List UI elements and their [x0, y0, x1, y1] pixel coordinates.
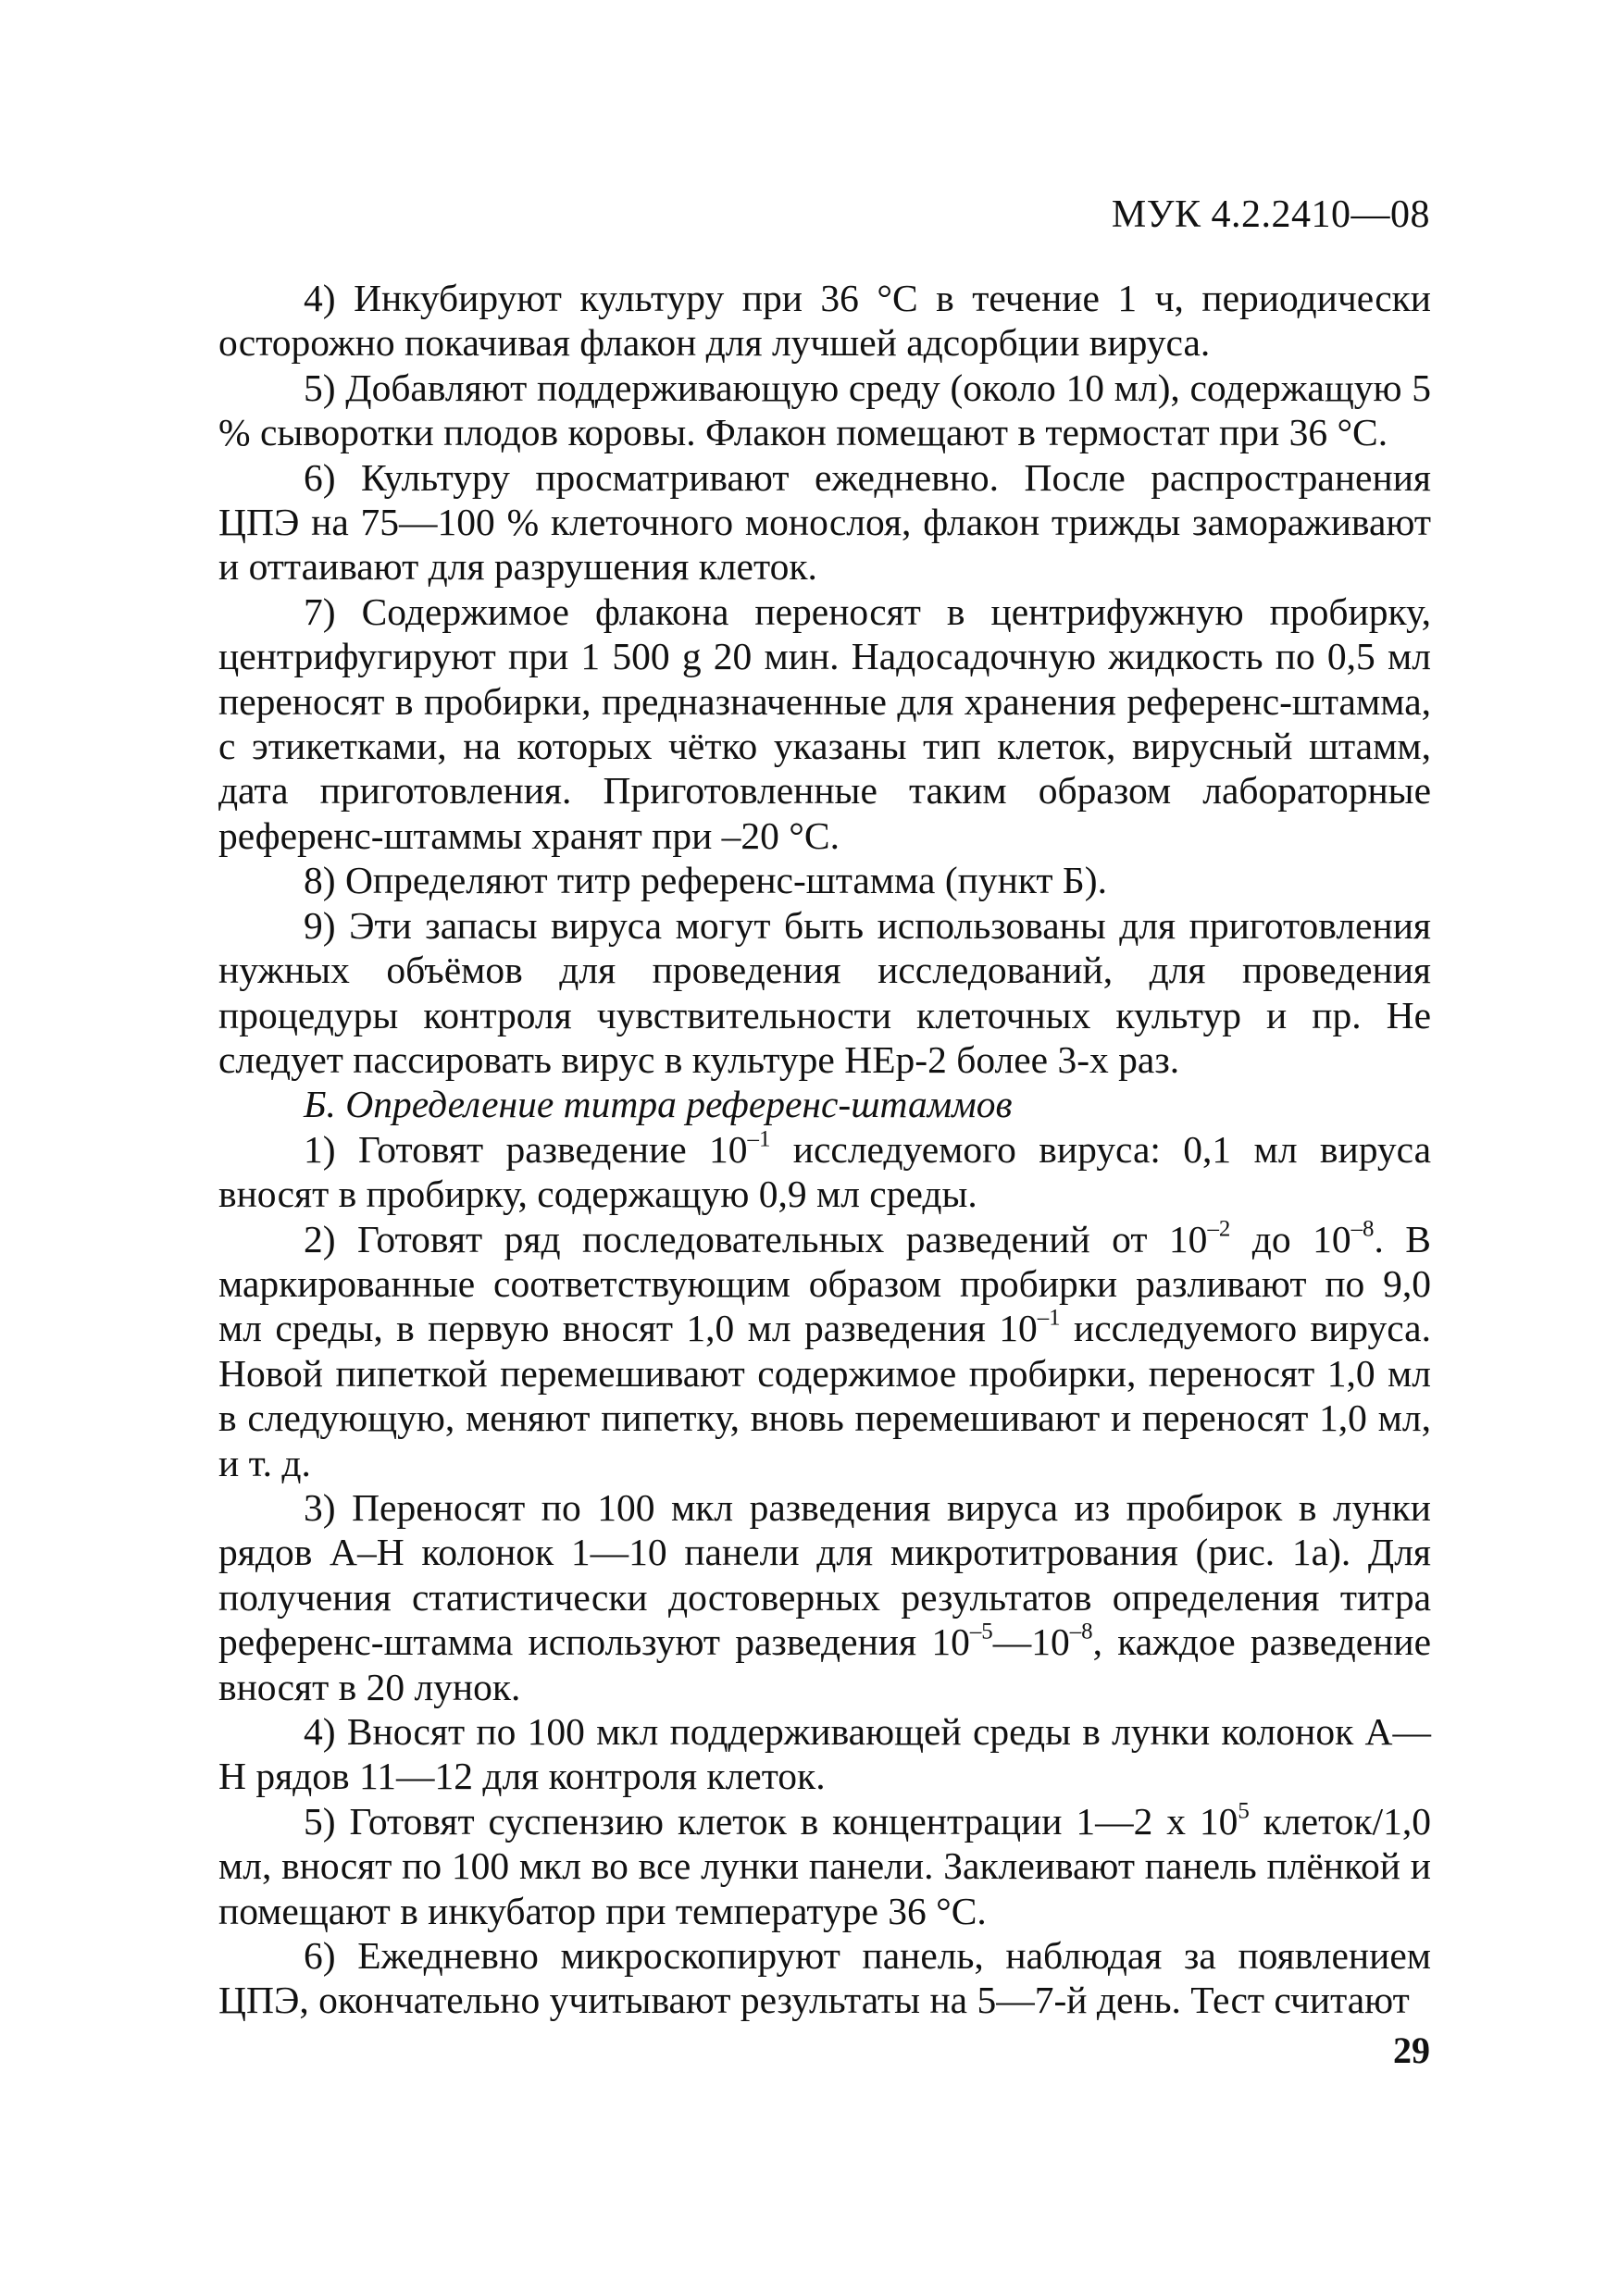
document-code-header: МУК 4.2.2410—08 [1111, 193, 1430, 236]
page-number: 29 [1393, 2029, 1430, 2071]
paragraph-b-step-5: 5) Готовят суспензию клеток в концентрации 1—2 х $10^5$ клеток/1,0 мл, вносят по 100 мкл во все лунки панели. Заклеивают панель плёнкой и помещают в инкубатор при температуре 36 °С. [218, 1798, 1431, 1932]
paragraph-step-6: 6) Культуру просматривают ежедневно. После распространения ЦПЭ на 75—100 % клеточного монослоя, флакон трижды замораживают и оттаивают для разрушения клеток. [218, 455, 1431, 589]
paragraph-step-8: 8) Определяют титр референс-штамма (пункт Б). [304, 859, 1107, 902]
paragraph-b-step-6: 6) Ежедневно микроскопируют панель, наблюдая за появлением ЦПЭ, окончательно учитывают результаты на 5—7-й день. Тест считают [218, 1934, 1431, 2022]
paragraph-step-7: 7) Содержимое флакона переносят в центрифужную пробирку, центрифугируют при 1 500 g 20 мин. Надосадочную жидкость по 0,5 мл переносят в пробирки, предназначенные для хранения референс-штамма, с этикетками, на которых чётко указаны тип клеток, вирусный штамм, дата приготовления. Приготовленные таким образом лабораторные референс-штаммы хранят при –20 °С. [218, 590, 1431, 857]
document-body [218, 276, 1431, 2023]
paragraph-step-9: 9) Эти запасы вируса могут быть использованы для приготовления нужных объёмов для проведения исследований, для проведения процедуры контроля чувствительности клеточных культур и пр. Не следует пассировать вирус в культуре НЕр-2 более 3-х раз. [218, 903, 1431, 1081]
paragraph-step-5: 5) Добавляют поддерживающую среду (около 10 мл), содержащую 5 % сыворотки плодов коровы. Флакон помещают в термостат при 36 °С. [218, 366, 1431, 454]
paragraph-step-4: 4) Инкубируют культуру при 36 °С в течение 1 ч, периодически осторожно покачивая флакон для лучшей адсорбции вируса. [218, 277, 1431, 365]
section-heading-b: Б. Определение титра референс-штаммов [304, 1083, 1013, 1126]
paragraph-b-step-4: 4) Вносят по 100 мкл поддерживающей среды в лунки колонок А—Н рядов 11—12 для контроля клеток. [218, 1710, 1431, 1798]
paragraph-b-step-3: 3) Переносят по 100 мкл разведения вируса из пробирок в лунки рядов А–Н колонок 1—10 панели для микротитрования (рис. 1а). Для получения статистически достоверных результатов определения титра референс-штамма используют разведения $10^{-5}—10^{-8}$, каждое разведение вносят в 20 лунок. [218, 1485, 1432, 1708]
paragraph-b-step-1: 1) Готовят разведение $10^{-1}$ исследуемого вируса: 0,1 мл вируса вносят в пробирку, содержащую 0,9 мл среды. [218, 1126, 1432, 1216]
paragraph-b-step-2: 2) Готовят ряд последовательных разведений от $10^{-2}$ до $10^{-8}$. В маркированные соответствующим образом пробирки разливают по 9,0 мл среды, в первую вносят 1,0 мл разведения $10^{-1}$ исследуемого вируса. Новой пипеткой перемешивают содержимое пробирки, переносят 1,0 мл в следующую, меняют пипетку, вновь перемешивают и переносят 1,0 мл, и т. д. [218, 1216, 1431, 1484]
